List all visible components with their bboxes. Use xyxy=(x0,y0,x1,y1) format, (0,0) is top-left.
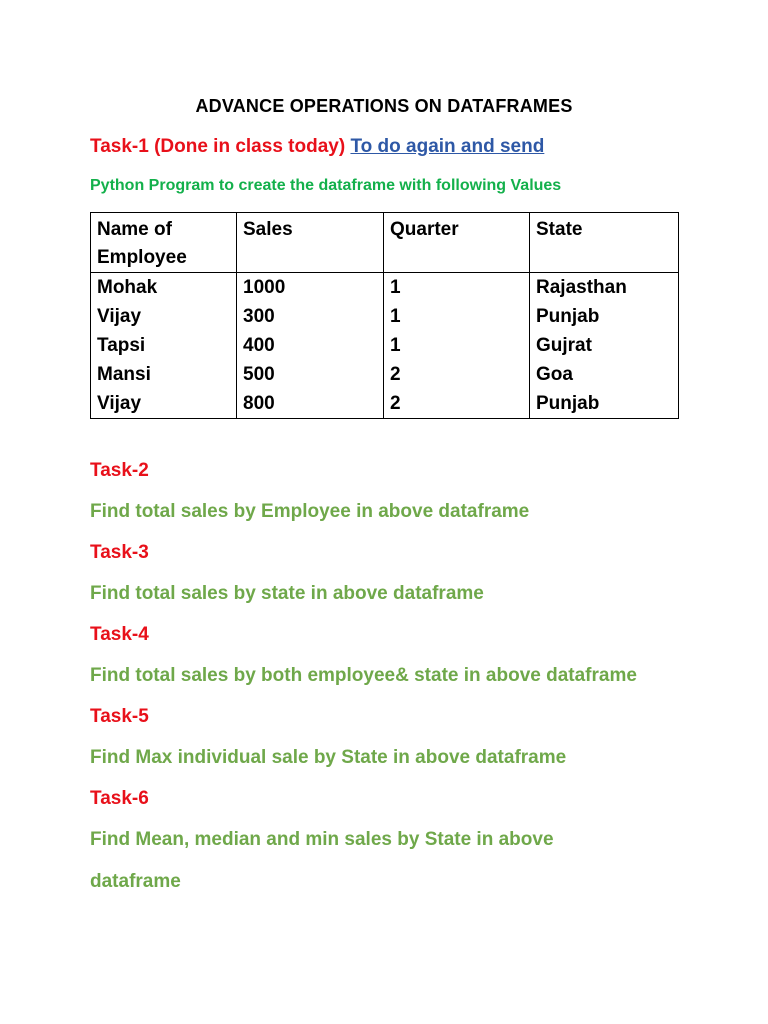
table-row xyxy=(91,273,679,303)
cell-quarter: 2 xyxy=(384,360,530,389)
cell-employee: Vijay xyxy=(91,389,237,419)
table-row xyxy=(91,331,679,360)
header-name-of-employee: Name of Employee xyxy=(91,213,237,273)
header-state: State xyxy=(530,213,679,273)
task3-label: Task-3 xyxy=(90,542,149,563)
cell-sales: 400 xyxy=(237,331,384,360)
task6-description-line1: Find Mean, median and min sales by State in above xyxy=(90,829,554,850)
task1-label: Task-1 (Done in class today) xyxy=(90,136,346,157)
cell-sales: 500 xyxy=(237,360,384,389)
page-title: ADVANCE OPERATIONS ON DATAFRAMES xyxy=(195,96,573,116)
cell-employee: Mohak xyxy=(91,273,237,303)
task6-description-line2: dataframe xyxy=(90,871,181,892)
cell-employee: Tapsi xyxy=(91,331,237,360)
cell-employee: Vijay xyxy=(91,302,237,331)
task1-subheading: Python Program to create the dataframe with following Values xyxy=(90,177,562,194)
header-sales: Sales xyxy=(237,213,384,273)
cell-employee: Mansi xyxy=(91,360,237,389)
table-row xyxy=(91,360,679,389)
cell-sales: 800 xyxy=(237,389,384,419)
table-header-row xyxy=(91,213,679,273)
task5-label: Task-5 xyxy=(90,706,149,727)
task2-label: Task-2 xyxy=(90,460,149,481)
cell-quarter: 1 xyxy=(384,331,530,360)
cell-sales: 1000 xyxy=(237,273,384,303)
cell-state: Rajasthan xyxy=(530,273,679,303)
task6-label: Task-6 xyxy=(90,788,149,809)
task5-description: Find Max individual sale by State in above dataframe xyxy=(90,747,567,768)
task1-heading xyxy=(90,136,544,158)
cell-sales: 300 xyxy=(237,302,384,331)
table-row xyxy=(91,389,679,419)
task1-link[interactable]: To do again and send xyxy=(350,136,545,157)
employee-table xyxy=(90,212,679,419)
cell-state: Punjab xyxy=(530,389,679,419)
cell-state: Gujrat xyxy=(530,331,679,360)
cell-quarter: 1 xyxy=(384,273,530,303)
cell-quarter: 2 xyxy=(384,389,530,419)
cell-state: Goa xyxy=(530,360,679,389)
header-quarter: Quarter xyxy=(384,213,530,273)
table-row xyxy=(91,302,679,331)
task2-description: Find total sales by Employee in above dataframe xyxy=(90,501,530,522)
task4-description: Find total sales by both employee& state in above dataframe xyxy=(90,665,637,686)
task3-description: Find total sales by state in above dataframe xyxy=(90,583,484,604)
cell-state: Punjab xyxy=(530,302,679,331)
cell-quarter: 1 xyxy=(384,302,530,331)
task4-label: Task-4 xyxy=(90,624,149,645)
